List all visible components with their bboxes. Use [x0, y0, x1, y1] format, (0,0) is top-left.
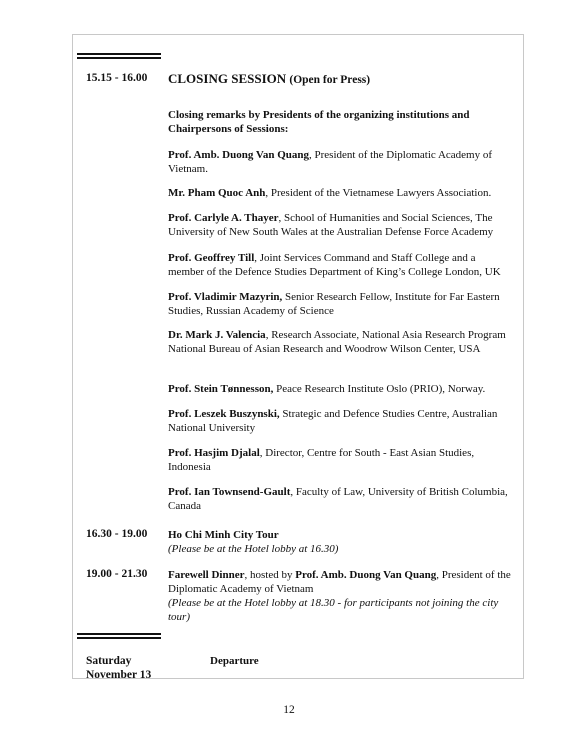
entry-text: [168, 186, 513, 200]
farewell-dinner-text-b: , President of the Diplomatic Academy of Vietnam: [168, 569, 511, 595]
entry-affiliation: , Director, Centre for South - East Asian Studies, Indonesia: [168, 447, 475, 473]
entry-text: [168, 382, 513, 396]
entry-affiliation: , President of the Diplomatic Academy of Vietnam.: [168, 149, 492, 175]
page-number: 12: [283, 704, 295, 716]
entry-text: [168, 328, 513, 356]
entry-text: [168, 407, 513, 435]
entry-affiliation: , School of Humanities and Social Sciences, The University of New South Wales at the Australian Defense Force Academy: [168, 212, 494, 238]
farewell-dinner-time: 19.00 - 21.30: [86, 568, 148, 580]
entry-text: [168, 290, 513, 318]
farewell-dinner-text-a: , hosted by: [244, 569, 296, 581]
entry-affiliation: , Faculty of Law, University of British Columbia, Canada: [168, 486, 508, 512]
closing-session-title-suffix: (Open for Press): [289, 74, 371, 86]
entry-name: Prof. Stein Tønnesson,: [168, 383, 274, 395]
entry-text: [168, 485, 513, 513]
city-tour-time: 16.30 - 19.00: [86, 528, 148, 540]
entry-affiliation: , President of the Vietnamese Lawyers Association.: [265, 187, 492, 199]
departure-day: Saturday: [86, 655, 132, 667]
entry-name: Dr. Mark J. Valencia: [168, 329, 266, 341]
entry-text: [168, 251, 513, 279]
top-double-rule: [77, 53, 161, 59]
city-tour-content: [168, 528, 513, 556]
entry-affiliation: Peace Research Institute Oslo (PRIO), Norway.: [273, 383, 486, 395]
closing-session-time: 15.15 - 16.00: [86, 72, 148, 84]
entry-text: [168, 446, 513, 474]
closing-remarks-content: [168, 108, 513, 136]
entry-text: [168, 211, 513, 239]
entry-affiliation: , Joint Services Command and Staff College and a member of the Defence Studies Department of King’s College London, UK: [168, 252, 501, 278]
farewell-dinner-title: Farewell Dinner: [168, 569, 245, 581]
closing-remarks-heading: Closing remarks by Presidents of the organizing institutions and Chairpersons of Sessions:: [168, 109, 470, 135]
farewell-dinner-content: [168, 568, 513, 624]
entry-name: Prof. Geoffrey Till: [168, 252, 255, 264]
entry-name: Prof. Hasjim Djalal: [168, 447, 260, 459]
farewell-dinner-host: Prof. Amb. Duong Van Quang: [295, 569, 437, 581]
farewell-dinner-note: (Please be at the Hotel lobby at 18.30 - for participants not joining the city tour): [168, 597, 499, 623]
entry-name: Prof. Vladimir Mazyrin,: [168, 291, 283, 303]
entry-name: Mr. Pham Quoc Anh: [168, 187, 266, 199]
entry-name: Prof. Carlyle A. Thayer: [168, 212, 279, 224]
entry-affiliation: , Research Associate, National Asia Research Program National Bureau of Asian Research and Woodrow Wilson Center, USA: [168, 329, 506, 355]
closing-session-title-text: CLOSING SESSION: [168, 71, 287, 86]
city-tour-title: Ho Chi Minh City Tour: [168, 529, 279, 541]
departure-date-text: November 13: [86, 669, 152, 681]
bottom-double-rule: [77, 633, 161, 639]
entry-name: Prof. Leszek Buszynski,: [168, 408, 280, 420]
entry-affiliation: Strategic and Defence Studies Centre, Australian National University: [168, 408, 498, 434]
departure-label: Departure: [210, 655, 259, 667]
entry-text: [168, 148, 513, 176]
departure-date: [86, 654, 164, 682]
farewell-dinner-text: [168, 568, 513, 596]
closing-session-content: [168, 71, 513, 87]
closing-session-title: [168, 71, 513, 87]
city-tour-note: (Please be at the Hotel lobby at 16.30): [168, 543, 339, 555]
entry-name: Prof. Amb. Duong Van Quang: [168, 149, 310, 161]
entry-affiliation: Senior Research Fellow, Institute for Far Eastern Studies, Russian Academy of Science: [168, 291, 500, 317]
entry-name: Prof. Ian Townsend-Gault: [168, 486, 291, 498]
